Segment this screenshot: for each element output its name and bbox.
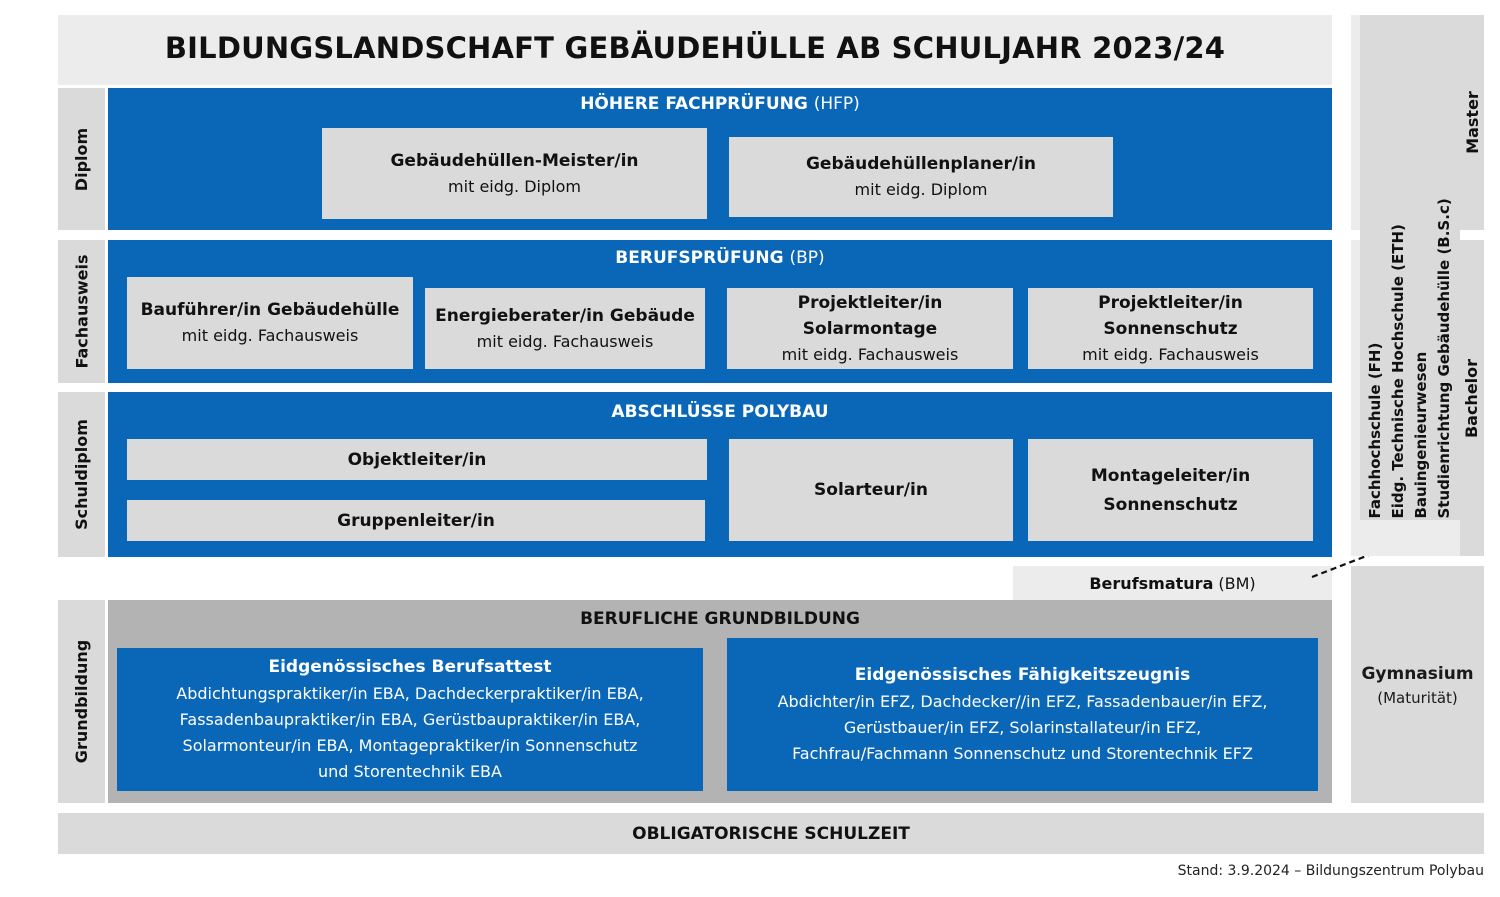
obligatorisch-label: OBLIGATORISCHE SCHULZEIT	[632, 823, 910, 844]
master-label-text: Master	[1462, 91, 1482, 154]
berufsmatura-box	[1013, 566, 1332, 600]
university-text	[1360, 197, 1460, 518]
efz-card-line: Fachfrau/Fachmann Sonnenschutz und Storentechnik EFZ	[792, 744, 1253, 763]
polybau-title: ABSCHLÜSSE POLYBAU	[611, 402, 829, 422]
university-line	[1410, 203, 1433, 518]
bp-card-projektleiter-solar-title: Projektleiter/in	[797, 292, 943, 313]
polybau-card-montageleiter	[1028, 439, 1313, 541]
bp-card-energieberater-title: Energieberater/in Gebäude	[435, 305, 695, 326]
hfp-card-planer	[729, 137, 1113, 217]
bp-card-projektleiter-sonnenschutz-title: Projektleiter/in	[1098, 292, 1243, 313]
side-label-grundbildung	[58, 600, 105, 803]
eba-card-line: Abdichtungspraktiker/in EBA, Dachdeckerpraktiker/in EBA,	[176, 684, 644, 703]
polybau-card-solarteur	[729, 439, 1013, 541]
footer-note: Stand: 3.9.2024 – Bildungszentrum Polybau	[1177, 863, 1484, 879]
title-bar	[58, 15, 1332, 85]
hfp-card-meister-sub: mit eidg. Diplom	[448, 176, 581, 196]
side-label-schuldiplom	[58, 392, 105, 557]
hfp-section	[108, 88, 1332, 230]
gymnasium-label: Gymnasium	[1361, 663, 1474, 684]
polybau-card-gruppenleiter-title: Gruppenleiter/in	[337, 510, 495, 531]
hfp-card-planer-title: Gebäudehüllenplaner/in	[805, 154, 1037, 174]
university-line-text: Fachhochschule (FH)	[1366, 342, 1384, 518]
berufsmatura-suffix: (BM)	[1218, 573, 1256, 593]
bachelor-label	[1460, 240, 1484, 556]
bp-title	[108, 248, 1332, 268]
bp-card-projektleiter-solar	[727, 288, 1013, 369]
efz-card-title: Eidgenössisches Fähigkeitszeugnis	[854, 665, 1191, 685]
hfp-card-meister-title: Gebäudehüllen-Meister/in	[390, 150, 639, 171]
university-line-text: Eidg. Technische Hochschule (ETH)	[1389, 223, 1407, 518]
bp-card-projektleiter-sonnenschutz-sub: mit eidg. Fachausweis	[1082, 344, 1259, 364]
university-line-text: Bauingenieurwesen	[1412, 351, 1430, 518]
hfp-title-text: HÖHERE FACHPRÜFUNG	[580, 94, 808, 114]
hfp-title	[108, 94, 1332, 114]
master-label	[1460, 15, 1484, 230]
polybau-card-solarteur-title: Solarteur/in	[814, 480, 928, 500]
bp-card-baufuehrer	[127, 277, 413, 369]
obligatorisch-bar	[58, 813, 1484, 854]
grundbildung-title: BERUFLICHE GRUNDBILDUNG	[580, 609, 860, 629]
side-label-fachausweis-text: Fachausweis	[72, 254, 92, 369]
page-title: BILDUNGSLANDSCHAFT GEBÄUDEHÜLLE AB SCHULJAHR 2023/24	[164, 31, 1226, 65]
university-line	[1364, 203, 1387, 518]
polybau-card-montageleiter-title2: Sonnenschutz	[1103, 494, 1238, 515]
university-text-rotated	[1364, 197, 1456, 518]
university-line-text: Studienrichtung Gebäudehülle (B.S.c)	[1435, 197, 1453, 518]
bp-card-baufuehrer-title: Bauführer/in Gebäudehülle	[140, 300, 400, 320]
bp-card-projektleiter-solar-sub: mit eidg. Fachausweis	[781, 344, 959, 364]
eba-card-line: Solarmonteur/in EBA, Montagepraktiker/in Sonnenschutz	[182, 736, 638, 755]
polybau-card-gruppenleiter	[127, 500, 705, 541]
side-label-diplom-text: Diplom	[72, 127, 91, 191]
efz-card	[727, 638, 1318, 791]
eba-card	[117, 648, 703, 791]
bp-title-text: BERUFSPRÜFUNG	[615, 248, 784, 268]
eba-card-line: und Storentechnik EBA	[318, 762, 502, 781]
bp-card-projektleiter-solar-title2: Solarmontage	[802, 318, 938, 339]
polybau-card-objektleiter-title: Objektleiter/in	[347, 449, 487, 470]
polybau-card-objektleiter	[127, 439, 707, 480]
polybau-card-montageleiter-title: Montageleiter/in	[1090, 465, 1251, 486]
bp-card-energieberater-sub: mit eidg. Fachausweis	[476, 331, 654, 351]
efz-card-line: Gerüstbauer/in EFZ, Solarinstallateur/in EFZ,	[843, 718, 1202, 737]
side-label-schuldiplom-text: Schuldiplom	[72, 419, 91, 530]
side-label-grundbildung-text: Grundbildung	[72, 639, 91, 764]
efz-card-line: Abdichter/in EFZ, Dachdecker//in EFZ, Fassadenbauer/in EFZ,	[777, 692, 1268, 711]
side-label-fachausweis	[58, 240, 105, 383]
bp-title-suffix: (BP)	[789, 248, 825, 268]
university-line	[1387, 203, 1410, 518]
gymnasium-box	[1351, 566, 1484, 803]
hfp-card-planer-sub: mit eidg. Diplom	[854, 180, 988, 199]
berufsmatura-label: Berufsmatura	[1089, 573, 1214, 593]
hfp-card-meister	[322, 128, 707, 219]
bp-card-projektleiter-sonnenschutz-title2: Sonnenschutz	[1103, 318, 1238, 339]
bp-card-projektleiter-sonnenschutz	[1028, 288, 1313, 369]
university-line	[1433, 197, 1456, 518]
eba-card-line: Fassadenbaupraktiker/in EBA, Gerüstbaupraktiker/in EBA,	[179, 710, 641, 729]
bp-card-energieberater	[425, 288, 705, 369]
hfp-title-suffix: (HFP)	[813, 94, 860, 114]
bachelor-label-text: Bachelor	[1462, 358, 1482, 438]
bp-card-baufuehrer-sub: mit eidg. Fachausweis	[181, 326, 359, 345]
side-label-diplom	[58, 88, 105, 230]
eba-card-title: Eidgenössisches Berufsattest	[268, 657, 552, 677]
maturitaet-label: (Maturität)	[1377, 688, 1458, 707]
